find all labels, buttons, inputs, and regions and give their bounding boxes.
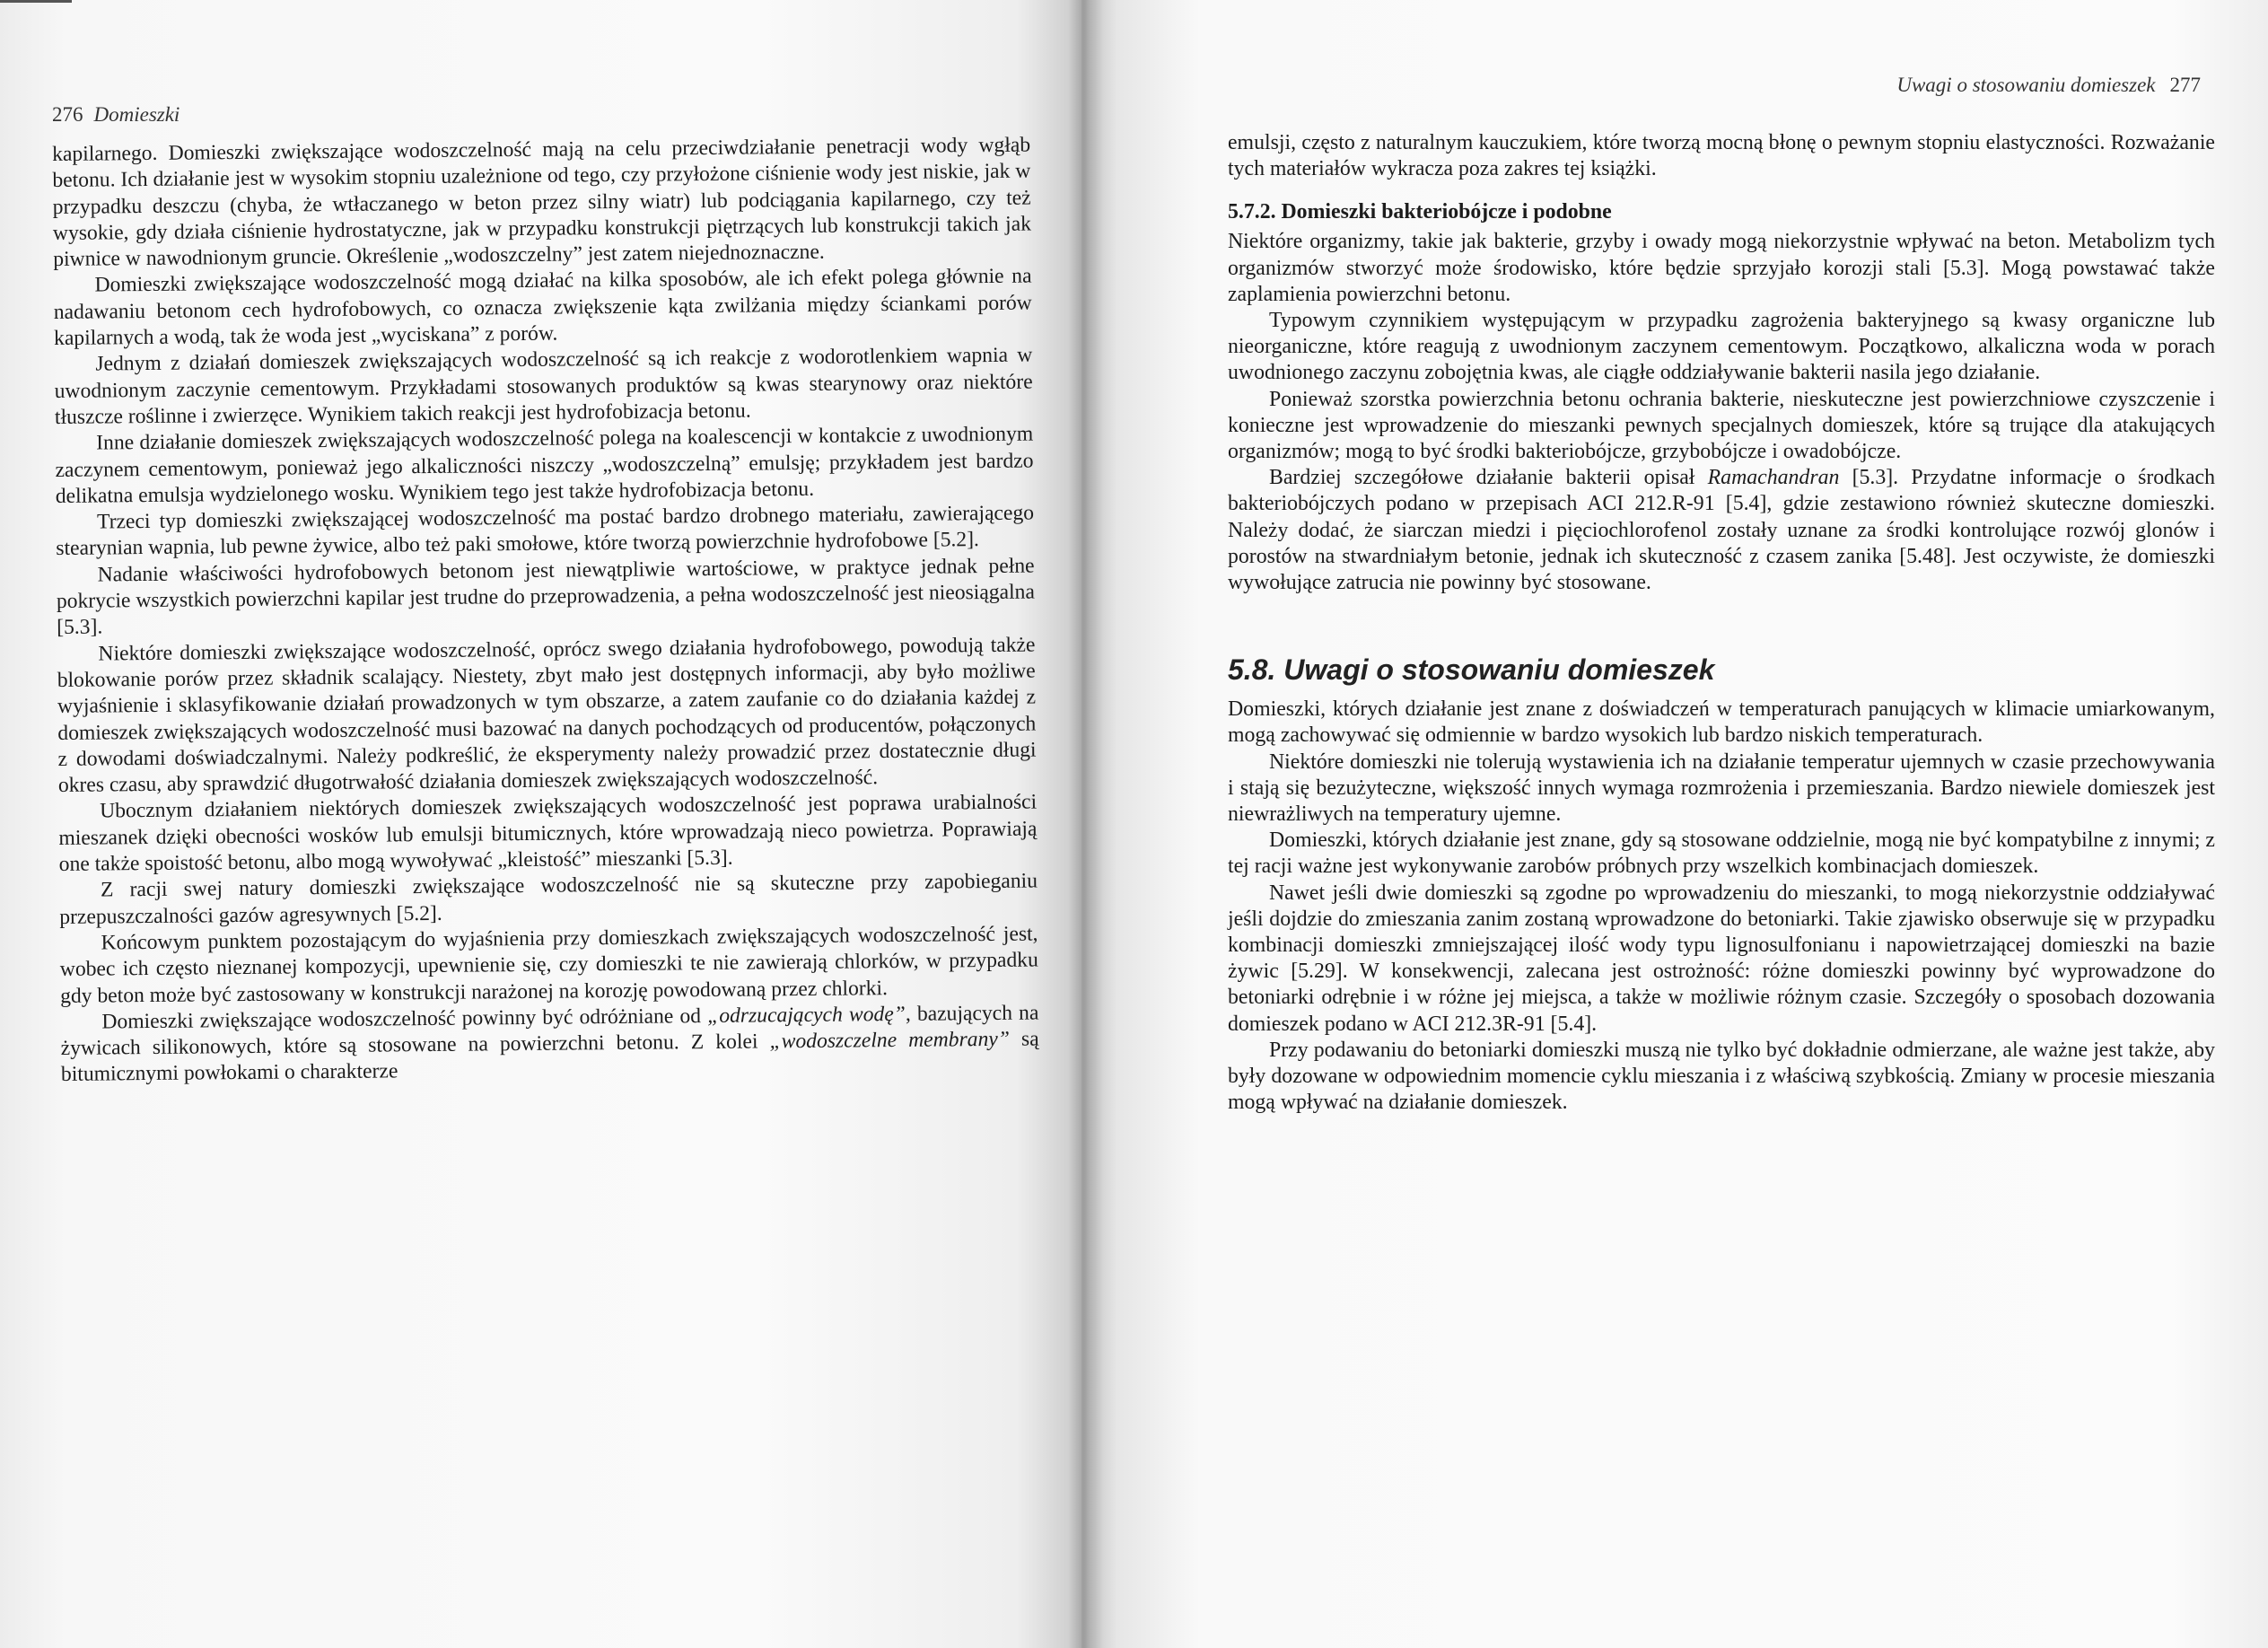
paragraph: Inne działanie domieszek zwiększających wodoszczelność polega na koalescencji w kontakcie z uwodnionym zaczynem cementowym, ponieważ jego alkaliczności niszczy „wodoszczelną” emulsję; przykładem jest bardzo delikatna emulsja wydzielonego wosku. Wynikiem tego jest także hydrofobizacja betonu. — [55, 422, 1034, 508]
paragraph: Jednym z działań domieszek zwiększających wodoszczelność są ich reakcje z wodorotlenkiem wapnia w uwodnionym zaczynie cementowym. Przykładami stosowanych produktów są kwas stearynowy oraz niektóre tłuszcze roślinne i zwierzęce. Wynikiem takich reakcji jest hydrofobizacja betonu. — [54, 343, 1033, 429]
text-run: są bitumicznymi powłokami o charakterze — [60, 1027, 1039, 1087]
paragraph: Domieszki, których działanie jest znane z doświadczeń w temperaturach panujących w klimacie umiarkowanym, mogą zachowywać się odmiennie w bardzo wysokich lub bardzo niskich temperaturach. — [1228, 697, 2215, 748]
right-page — [1081, 0, 2268, 1648]
right-body-text — [1228, 130, 2215, 1117]
section-heading: 5.8. Uwagi o stosowaniu domieszek — [1228, 653, 1715, 687]
paragraph: Z racji swej natury domieszki zwiększające wodoszczelność nie są skuteczne przy zapobieganiu przepuszczalności gazów agresywnych [5.2]. — [59, 869, 1038, 929]
paragraph: Przy podawaniu do betoniarki domieszki muszą nie tylko być dokładnie odmierzane, ale ważne jest także, aby były dozowane w odpowiednim momencie cyklu mieszania i z właściwą szybkością. Zmiany w procesie mieszania mogą wpływać na działanie domieszek. — [1228, 1038, 2215, 1115]
paragraph: Nawet jeśli dwie domieszki są zgodne po wprowadzeniu do mieszanki, to mogą niekorzystnie oddziaływać jeśli dojdzie do zmieszania zanim zostaną wprowadzone do betoniarki. Takie zjawisko obserwuje się w przypadku kombinacji domieszki zmniejszającej ilość wody typu lignosulfonianu i napowietrzającej domieszki na bazie żywic [5.29]. W konsekwencji, zalecana jest ostrożność: różne domieszki powinny być wyprowadzone do betoniarki odrębnie i w różne jej miejsca, a także w możliwie różnym czasie. Szczegóły o sposobach dozowania domieszek podano w ACI 212.3R-91 [5.4]. — [1228, 881, 2215, 1036]
paragraph: Domieszki zwiększające wodoszczelność mogą działać na kilka sposobów, ale ich efekt polega głównie na nadawaniu betonom cech hydrofobowych, co oznacza zwiększenie kąta zwilżania między ściankami porów kapilarnych a wodą, tak że woda jest „wyciskana” z porów. — [53, 265, 1032, 351]
right-running-head — [1896, 74, 2201, 97]
right-running-title: Uwagi o stosowaniu domieszek — [1896, 74, 2156, 96]
paragraph: Ubocznym działaniem niektórych domieszek zwiększających wodoszczelność jest poprawa urabialności mieszanek dzięki obecności wosków lub emulsji bitumicznych, które wprowadzają nieco powietrza. Poprawiają one także spoistość betonu, albo mogą wywoływać „kleistość” mieszanki [5.3]. — [58, 790, 1038, 876]
paragraph: Nadanie właściwości hydrofobowych betonom jest niewątpliwie wartościowe, w praktyce jednak pełne pokrycie wszystkich powierzchni kapilar jest trudne do przeprowadzenia, a pełna wodoszczelność jest nieosiągalna [5.3]. — [56, 554, 1035, 640]
paragraph — [1228, 465, 2215, 596]
book-gutter-shadow — [1068, 0, 1104, 1648]
paragraph: Ponieważ szorstka powierzchnia betonu ochrania bakterie, nieskuteczne jest powierzchniowe czyszczenie i konieczne jest wprowadzenie do mieszanki pewnych specjalnych domieszek, które są trujące dla atakujących organizmów; mogą to być środki bakteriobójcze, grzybobójcze i owadobójcze. — [1228, 387, 2215, 464]
right-page-number: 277 — [2169, 74, 2201, 96]
paragraph: Końcowym punktem pozostającym do wyjaśnienia przy domieszkach zwiększających wodoszczelność jest, wobec ich często nieznanej kompozycji, upewnienie się, czy domieszki te nie zawierają chlorków, w przypadku gdy beton może być zastosowany w konstrukcji narażonej na korozję powodowaną przez chlorki. — [59, 922, 1038, 1008]
left-body-text — [52, 133, 1039, 1089]
paragraph: emulsji, często z naturalnym kauczukiem, które tworzą mocną błonę o pewnym stopniu elastyczności. Rozważanie tych materiałów wykracza poza zakres tej książki. — [1228, 131, 2215, 181]
italic-term: „odrzucających wodę” — [707, 1002, 906, 1028]
paragraph: Niektóre domieszki nie tolerują wystawienia ich na działanie temperatur ujemnych w czasie przechowywania i stają się bezużyteczne, większość innych wymaga rozmrożenia i przemieszania. Bardzo niewiele domieszek jest niewrażliwych na temperatury ujemne. — [1228, 749, 2215, 827]
top-edge-mark — [0, 0, 72, 3]
left-running-title: Domieszki — [93, 103, 180, 126]
paragraph: Typowym czynnikiem występującym w przypadku zagrożenia bakteryjnego są kwasy organiczne lub nieorganiczne, które reagują z uwodnionym zaczynem cementowym. Początkowo, alkaliczna woda w porach uwodnionego zaczynu zobojętnia kwas, ale ciągłe oddziaływanie bakterii nasila jego działanie. — [1228, 309, 2215, 385]
paragraph: Niektóre domieszki zwiększające wodoszczelność, oprócz swego działania hydrofobowego, powodują także blokowanie porów przez składnik scalający. Niestety, zbyt mało jest dostępnych informacji, aby było możliwe wyjaśnienie i sklasyfikowanie działań prowadzonych w tym obszarze, a zatem zaufanie co do działania każdej z domieszek zwiększających wodoszczelność musi bazować na danych pochodzących od producentów, połączonych z dowodami doświadczalnymi. Należy podkreślić, że eksperymenty należy prowadzić przez dostatecznie długi okres czasu, aby sprawdzić długotrwałość działania domieszek zwiększających wodoszczelność. — [57, 633, 1037, 798]
italic-author: Ramachandran — [1707, 466, 1840, 490]
text-run: Bardziej szczegółowe działanie bakterii opisał — [1269, 466, 1708, 490]
text-run: , bazujących na żywicach silikonowych, które są stosowane na powierzchni betonu. Z kolei — [60, 1001, 1039, 1061]
paragraph: kapilarnego. Domieszki zwiększające wodoszczelność mają na celu przeciwdziałanie penetracji wody wgłąb betonu. Ich działanie jest w wysokim stopniu uzależnione od tego, czy przyłożone ciśnienie wody jest niskie, jak w przypadku deszczu (chyba, że wtłaczanego w beton przez silny wiatr) lub podciągania kapilarnego, czy też wysokie, gdy działa ciśnienie hydrostatyczne, jak w przypadku konstrukcji piętrzących lub konstrukcji takich jak piwnice w nawodnionym gruncie. Określenie „wodoszczelny” jest zatem niejednoznaczne. — [52, 133, 1032, 272]
left-page-number: 276 — [52, 103, 83, 126]
paragraph-last — [60, 1000, 1039, 1088]
paragraph: Domieszki, których działanie jest znane, gdy są stosowane oddzielnie, mogą nie być kompatybilne z innymi; z tej racji ważne jest wykonywanie zarobów próbnych przy wszelkich kombinacjach domieszek. — [1228, 828, 2215, 879]
italic-term: „wodoszczelne membrany” — [769, 1027, 1011, 1054]
text-run: Domieszki zwiększające wodoszczelność powinny być odróżniane od — [101, 1004, 708, 1034]
left-page — [0, 0, 1081, 1648]
subsection-heading: 5.7.2. Domieszki bakteriobójcze i podobne — [1228, 200, 1612, 224]
text-run: [5.3]. Przydatne informacje o środkach bakteriobójczych podano w przepisach ACI 212.R-91 [5.4], gdzie zestawiono również skuteczne domieszki. Należy dodać, że siarczan miedzi i pięciochlorofenol zostały uznane za środki kontrolujące rozwój glonów i porostów na stwardniałym betonie, jednak ich skuteczność z czasem zanika [5.48]. Jest oczywiste, że domieszki wywołujące zatrucia nie powinny być stosowane. — [1228, 466, 2215, 595]
left-running-head — [52, 103, 180, 127]
paragraph: Niektóre organizmy, takie jak bakterie, grzyby i owady mogą niekorzystnie wpływać na beton. Metabolizm tych organizmów stworzyć może środowisko, które będzie sprzyjało korozji stali [5.3]. Mogą powstawać także zaplamienia powierzchni betonu. — [1228, 230, 2215, 306]
paragraph: Trzeci typ domieszki zwiększającej wodoszczelność ma postać bardzo drobnego materiału, zawierającego stearynian wapnia, lub pewne żywice, albo też paki smołowe, które tworzą powierzchnie hydrofobowe [5.2]. — [56, 501, 1035, 561]
